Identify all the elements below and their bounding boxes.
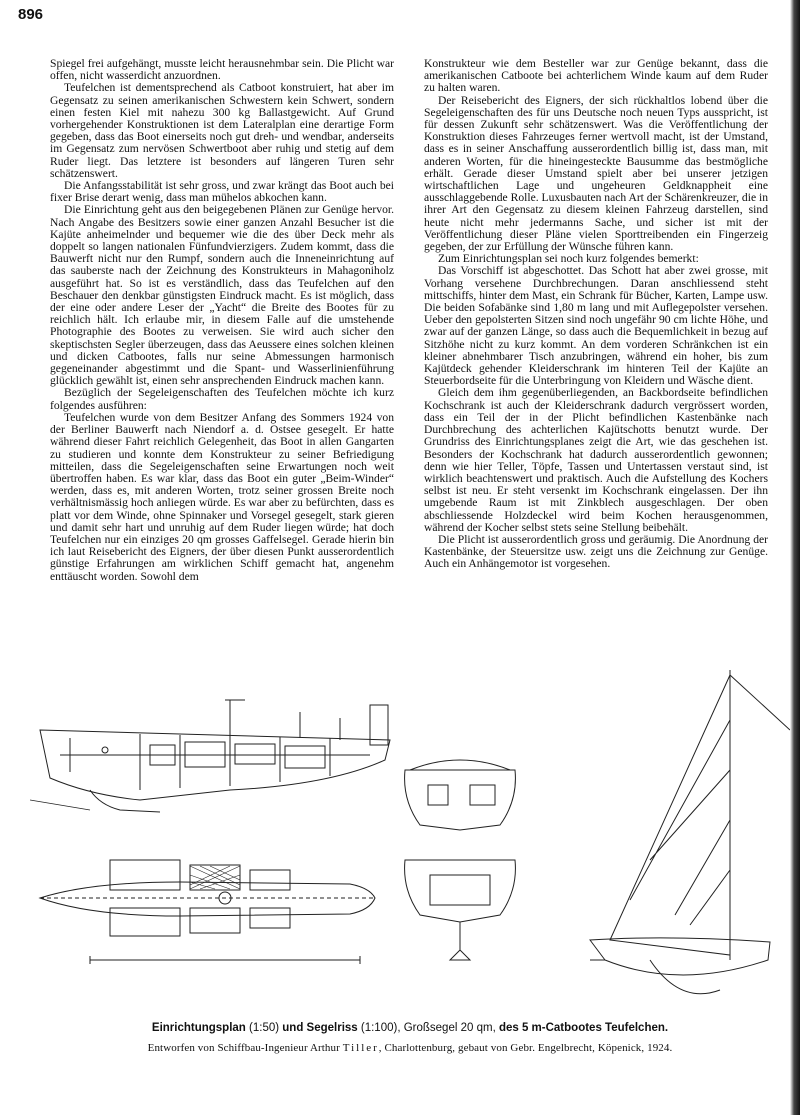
figure-caption-title — [40, 1022, 780, 1034]
page-edge-shadow — [790, 0, 800, 1115]
paragraph: Bezüglich der Segeleigenschaften des Teufelchen möchte ich kurz folgendes ausführen: — [50, 386, 394, 412]
paragraph: Teufelchen ist dementsprechend als Catboot konstruiert, hat aber im Gegensatz zu seinen amerikanischen Schwestern kein Schwert, sondern einen festen Kiel mit nahezu 300 kg Ballastgewicht. Auf Grund vorhergehender Konstruktionen ist dem Lateralplan eine derartige Form gegeben, dass das Boot einerseits noch gut dreh- und wendbar, anderseits im Gegensatz zum nervösen Schwertboot aber ruhig und stetig auf dem Ruder liegt. Das letztere ist besonders auf längeren Turen sehr schätzenswert. — [50, 81, 394, 180]
paragraph: Teufelchen wurde von dem Besitzer Anfang des Sommers 1924 von der Berliner Bauwerft nach Niendorf a. d. Ostsee gesegelt. Er hatte während dieser Fahrt reichlich Gelegenheit, das Boot in allen Gangarten zu studieren und konnte dem Konstrukteur zu seiner Befriedigung mitteilen, dass die Segeleigenschaften seine Erwartungen noch weit übertroffen haben. Es war klar, dass das Boot ein guter „Beim-Winder“ werden, dass es, mit anderen Worten, trotz seiner grossen Breite noch verhältnismässig hoch anliegen würde. Es war aber zu befürchten, dass es platt vor dem Winde, ohne Spinnaker und Vorsegel gesegelt, stark gieren und damit sehr hart und unruhig auf dem Ruder liegen würde; hat doch Teufelchen nur ein einziges 20 qm grosses Gaffelsegel. Gerade hierin bin ich laut Reisebericht des Eigners, der über diesen Punkt ausserordentlich günstige Erfahrungen am wirklichen Schiff gemacht hat, angenehm enttäuscht worden. Sowohl dem — [50, 410, 394, 583]
caption-text: Großsegel 20 qm, — [403, 1022, 499, 1034]
deck-plan-drawing — [40, 860, 375, 964]
caption-bold: Einrichtungsplan — [151, 1022, 246, 1034]
paragraph: Spiegel frei aufgehängt, musste leicht herausnehmbar sein. Die Plicht war offen, nicht wasserdicht anzuordnen. — [50, 57, 394, 83]
side-profile-drawing — [40, 700, 390, 812]
caption-text: , Charlottenburg, gebaut von Gebr. Engelbrecht, Köpenick, 1924. — [378, 1042, 673, 1054]
caption-bold: und Segelriss — [282, 1022, 358, 1034]
cross-section-drawings — [405, 760, 516, 960]
boat-plans-drawing — [30, 660, 790, 1016]
paragraph: Die Plicht ist ausserordentlich gross und geräumig. Die Anordnung der Kastenbänke, der Steuersitze usw. zeigt uns die Zeichnung zur Genüge. Auch ein Anhängemotor ist vorgesehen. — [424, 532, 768, 571]
caption-text: (1:50) — [245, 1022, 283, 1034]
left-text-column — [50, 58, 394, 583]
caption-text: Entworfen von Schiffbau-Ingenieur Arthur — [147, 1042, 343, 1054]
sail-plan-drawing — [590, 670, 790, 994]
paragraph: Die Einrichtung geht aus den beigegebenen Plänen zur Genüge hervor. Nach Angabe des Besitzers sowie einer ganzen Anzahl Besucher ist die Kajüte anheimelnder und bequemer wie die des über Deck mehr als doppelt so langen nationalen Fünfundvierzigers. Zudem kommt, dass die Bauwerft nicht nur den Rumpf, sondern auch die Inneneinrichtung auf das sauberste nach der Zeichnung des Konstrukteurs in Mahagoniholz ausgeführt hat. So ist es verständlich, dass das Teufelchen auf den Beschauer den denkbar günstigsten Eindruck macht. Es ist möglich, dass der eine oder andere Leser der „Yacht“ die Breite des Bootes für zu reichlich hält. Ich erlaube mir, in diesem Falle auf die umstehende Photographie des Bootes zu verweisen. Sie wird auch sicher den skeptischsten Segler überzeugen, dass das Aeussere eines solchen kleinen und dicken Catbootes, falls nur seine Abmessungen harmonisch gegeneinander abgestimmt und die Spant- und Wasserlinienführung glücklich gewählt ist, einen sehr ansprechenden Eindruck machen kann. — [50, 203, 394, 388]
figure-caption-credit — [40, 1042, 780, 1054]
paragraph: Gleich dem ihm gegenüberliegenden, an Backbordseite befindlichen Kochschrank ist auch der Kleiderschrank dadurch vergrössert worden, dass ein Teil der in der Plicht befindlichen Kastenbänke nach Durchbrechung des achterlichen Kajütschotts benutzt wurde. Der Grundriss des Einrichtungsplanes zeigt die Art, wie das geschehen ist. Besonders der Kochschrank hat dadurch ausserordentlich gewonnen; denn wie hier Teller, Töpfe, Tassen und Untertassen verstaut sind, ist wirklich beachtenswert und praktisch. Auch die Aufstellung des Kochers selbst ist neu. Er steht versenkt im Kochschrank eingelassen. Der ihn umgebende Raum ist mit Zinkblech ausgeschlagen. Der oben abschliessende Holzdeckel wird beim Kochen herausgenommen, während der Kocher selbst stets seine Stellung beibehält. — [424, 386, 768, 534]
paragraph: Die Anfangsstabilität ist sehr gross, und zwar krängt das Boot auch bei fixer Brise derart wenig, dass man mühelos abkochen kann. — [50, 179, 394, 205]
right-text-column — [424, 58, 768, 571]
paragraph: Das Vorschiff ist abgeschottet. Das Schott hat aber zwei grosse, mit Vorhang versehene Durchbrechungen. Daran anschliessend steht mittschiffs, hinter dem Mast, ein Schrank für Bücher, Karten, Lampe usw. Die beiden Sofabänke sind 1,80 m lang und mit Auflegepolster versehen. Ueber den gepolsterten Sitzen sind noch ungefähr 90 cm lichte Höhe, und zwar auf der ganzen Länge, so dass auch die Bequemlichkeit in bezug auf Sitzhöhe nicht zu kurz kommt. An dem vorderen Schränkchen ist ein kleiner abnehmbarer Tisch anzubringen, während ein hoher, bis zum Kajütdeck gehender Kleiderschrank im hinteren Teil der Kajüte an Steuerbordseite für die Unterbringung von Kleidern und Wäsche dient. — [424, 264, 768, 388]
paragraph: Zum Einrichtungsplan sei noch kurz folgendes bemerkt: — [438, 252, 699, 266]
caption-text: (1:100), — [357, 1022, 404, 1034]
paragraph: Der Reisebericht des Eigners, der sich rückhaltlos lobend über die Segeleigenschaften des für uns Deutsche noch neuen Typs ausspricht, ist für dessen Zukunft sehr schätzenswert. Was die Veröffentlichung der Konstruktion dieses Fahrzeuges ferner wertvoll macht, ist der Umstand, dass es in seiner Anschaffung ausserordentlich billig ist, dass man, mit anderen Worten, für die hineingesteckte Bausumme das bestmögliche erhält. Gerade dieser Umstand spielt aber bei unserer jetzigen wirtschaftlichen Lage und ungeheuren Geldknappheit eine ausschlaggebende Rolle. Luxusbauten nach Art der Schärenkreuzer, die in ihrer Art den Gegensatz zu diesem kleinen Fahrzeug darstellen, sind heute nicht mehr jedermanns Sache, und sicher ist mit der Veröffentlichung dieser Pläne vielen Sporttreibenden ein Fingerzeig gegeben, der zur Erfüllung der Wünsche führen kann. — [424, 93, 769, 254]
page-number: 896 — [18, 6, 44, 23]
caption-bold: des 5 m-Catbootes Teufelchen. — [498, 1022, 669, 1034]
paragraph: Konstrukteur wie dem Besteller war zur Genüge bekannt, dass die amerikanischen Catboote bei achterlichem Winde kaum auf dem Ruder zu halten waren. — [424, 57, 768, 95]
designer-name: Tiller — [342, 1042, 379, 1054]
